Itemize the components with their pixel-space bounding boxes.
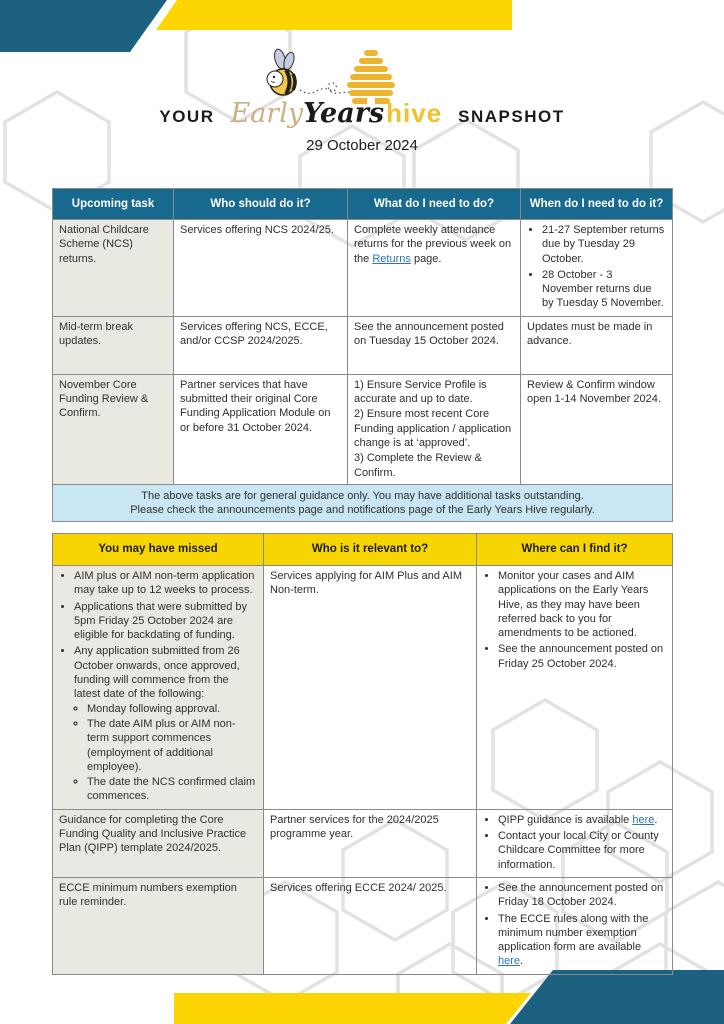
list-item-text: QIPP guidance is available bbox=[498, 813, 633, 826]
what-cell bbox=[348, 220, 521, 317]
col-header-relevant: Who is it relevant to? bbox=[264, 534, 477, 566]
list-item: • AIM plus or AIM non-term application may take up to 12 weeks to process. bbox=[74, 569, 257, 598]
what-text: page. bbox=[410, 252, 442, 265]
task-cell: November Core Funding Review & Confirm. bbox=[53, 374, 174, 484]
list-item bbox=[498, 813, 666, 827]
list-item: ◦ The date the NCS confirmed claim commences. bbox=[87, 775, 257, 804]
list-item: ◦ The date AIM plus or AIM non-term support commences (employment of additional employee). bbox=[87, 717, 257, 774]
step-item: 3) Complete the Review & Confirm. bbox=[354, 452, 482, 479]
corner-accent-top-left bbox=[0, 0, 167, 52]
where-cell bbox=[477, 809, 673, 877]
missed-header-row bbox=[53, 534, 673, 566]
table-row bbox=[53, 374, 673, 484]
table-row bbox=[53, 877, 673, 974]
task-cell: Mid-term break updates. bbox=[53, 316, 174, 374]
what-text: Complete weekly attendance returns for the previous week on the bbox=[354, 224, 512, 265]
where-bullet-list bbox=[483, 569, 666, 671]
missed-cell: ECCE minimum numbers exemption rule reminder. bbox=[53, 877, 264, 974]
where-cell bbox=[477, 566, 673, 810]
where-cell bbox=[477, 877, 673, 974]
table-row bbox=[53, 316, 673, 374]
returns-link[interactable]: Returns bbox=[372, 252, 411, 265]
col-header-missed: You may have missed bbox=[53, 534, 264, 566]
when-bullet-list bbox=[527, 223, 666, 311]
missed-items-table bbox=[52, 533, 673, 975]
what-cell bbox=[348, 374, 521, 484]
upcoming-tasks-table bbox=[52, 188, 673, 522]
list-item: • Monitor your cases and AIM applications on the Early Years Hive, as they may have been referred back to you for amendments to be actioned. bbox=[498, 569, 666, 640]
corner-accent-bottom-right bbox=[510, 970, 724, 1024]
relevant-cell: Services applying for AIM Plus and AIM Non-term. bbox=[264, 566, 477, 810]
list-item: • 21-27 September returns due by Tuesday 29 October. bbox=[542, 223, 666, 266]
who-cell: Services offering NCS, ECCE, and/or CCSP 2024/2025. bbox=[174, 316, 348, 374]
step-item: 2) Ensure most recent Core Funding application / application change is at ‘approved’. bbox=[354, 408, 512, 449]
masthead-title bbox=[0, 98, 724, 129]
bottom-accent-bar bbox=[174, 993, 531, 1024]
when-cell: Review & Confirm window open 1-14 November 2024. bbox=[521, 374, 673, 484]
when-cell: Updates must be made in advance. bbox=[521, 316, 673, 374]
guidance-note-row bbox=[53, 484, 673, 522]
when-cell bbox=[521, 220, 673, 317]
issue-date: 29 October 2024 bbox=[306, 137, 418, 154]
list-item: • Applications that were submitted by 5pm Friday 25 October 2024 are eligible for backdating of funding. bbox=[74, 600, 257, 643]
col-header-what: What do I need to do? bbox=[348, 189, 521, 220]
beehive-icon bbox=[347, 50, 395, 104]
guidance-note-line: The above tasks are for general guidance only. You may have additional tasks outstanding. bbox=[141, 489, 584, 502]
title-your: YOUR bbox=[159, 107, 215, 126]
brand-early: Early bbox=[230, 98, 304, 129]
step-item: 1) Ensure Service Profile is accurate and up to date. bbox=[354, 378, 487, 406]
what-cell: See the announcement posted on Tuesday 15 October 2024. bbox=[348, 316, 521, 374]
missed-bullet-list bbox=[59, 569, 257, 804]
bee-icon bbox=[267, 48, 296, 95]
missed-sub-bullet-list bbox=[74, 702, 257, 804]
list-item: • See the announcement posted on Friday 25 October 2024. bbox=[498, 642, 666, 671]
flight-path-icon bbox=[300, 83, 350, 93]
missed-cell: Guidance for completing the Core Funding Quality and Inclusive Practice Plan (QIPP) template 2024/2025. bbox=[53, 809, 264, 877]
brand-years: Years bbox=[303, 98, 385, 129]
missed-cell bbox=[53, 566, 264, 810]
table-row bbox=[53, 809, 673, 877]
list-item: ◦ Monday following approval. bbox=[87, 702, 257, 716]
relevant-cell: Partner services for the 2024/2025 programme year. bbox=[264, 809, 477, 877]
top-accent-bar bbox=[156, 0, 512, 30]
col-header-upcoming-task: Upcoming task bbox=[53, 189, 174, 220]
table-row bbox=[53, 566, 673, 810]
col-header-where: Where can I find it? bbox=[477, 534, 673, 566]
guidance-note-line: Please check the announcements page and notifications page of the Early Years Hive regularly. bbox=[130, 504, 595, 517]
list-item: • Contact your local City or County Childcare Committee for more information. bbox=[498, 829, 666, 872]
title-snapshot: SNAPSHOT bbox=[458, 107, 565, 126]
list-item-text: . bbox=[654, 813, 658, 826]
list-item: • 28 October - 3 November returns due by Tuesday 5 November. bbox=[542, 268, 666, 311]
list-item bbox=[498, 912, 666, 969]
guidance-note bbox=[53, 484, 673, 522]
list-item-text: . bbox=[520, 955, 524, 968]
col-header-when: When do I need to do it? bbox=[521, 189, 673, 220]
who-cell: Services offering NCS 2024/25. bbox=[174, 220, 348, 317]
where-bullet-list bbox=[483, 813, 666, 872]
task-cell: National Childcare Scheme (NCS) returns. bbox=[53, 220, 174, 317]
ecce-exemption-here-link[interactable]: here bbox=[498, 955, 521, 968]
where-bullet-list bbox=[483, 881, 666, 969]
tasks-header-row bbox=[53, 189, 673, 220]
table-row bbox=[53, 220, 673, 317]
qipp-guidance-here-link[interactable]: here bbox=[632, 813, 655, 826]
list-item-text: The ECCE rules along with the minimum number exemption application form are available bbox=[498, 912, 649, 954]
col-header-who: Who should do it? bbox=[174, 189, 348, 220]
who-cell: Partner services that have submitted their original Core Funding Application Module on or before 31 October 2024. bbox=[174, 374, 348, 484]
list-item bbox=[74, 644, 257, 803]
list-item-text: Any application submitted from 26 October onwards, once approved, funding will commence from the latest date of the following: bbox=[74, 645, 240, 701]
relevant-cell: Services offering ECCE 2024/ 2025. bbox=[264, 877, 477, 974]
list-item: • See the announcement posted on Friday 18 October 2024. bbox=[498, 881, 666, 910]
brand-hive: hive bbox=[386, 98, 443, 128]
